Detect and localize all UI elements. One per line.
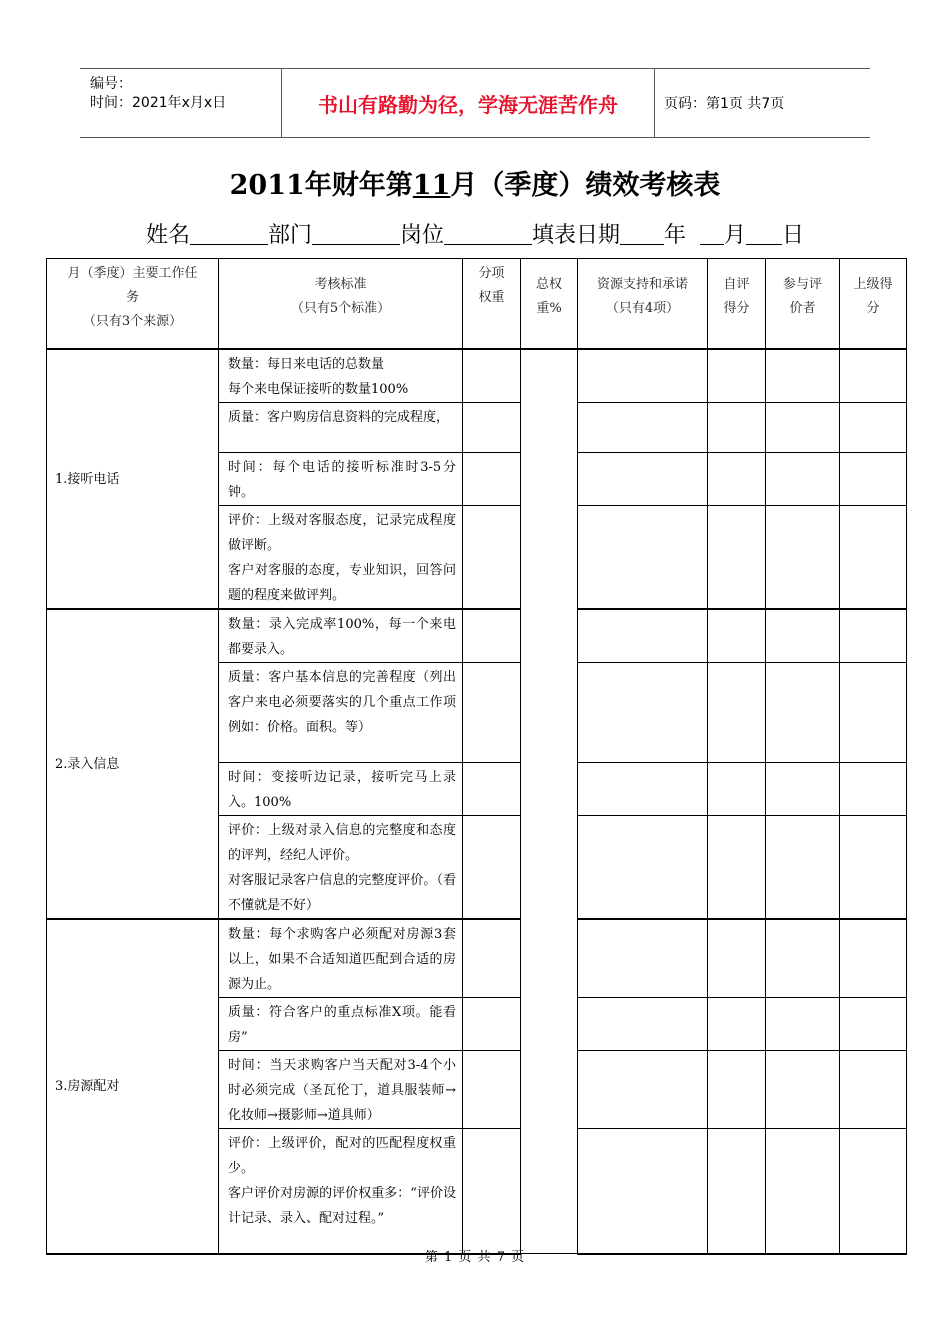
- participant-cell[interactable]: [766, 1051, 840, 1129]
- table-row: [47, 609, 907, 663]
- criteria-cell: 时间：当天求购客户当天配对3-4个小时必须完成（圣瓦伦丁，道具服装师→化妆师→摄影师→道具师）: [219, 1051, 463, 1129]
- resource-cell[interactable]: [578, 1051, 708, 1129]
- year-label: 年: [664, 223, 687, 248]
- criteria-cell: 质量：客户基本信息的完善程度（列出客户来电必须要落实的几个重点工作项例如：价格。面积。等）: [219, 663, 463, 763]
- month-blank: [700, 222, 724, 245]
- header-meta: [80, 69, 281, 137]
- participant-cell[interactable]: [766, 998, 840, 1051]
- resource-cell[interactable]: [578, 349, 708, 403]
- self-score-cell[interactable]: [708, 403, 766, 453]
- resource-cell[interactable]: [578, 453, 708, 506]
- header-resource: 资源支持和承诺 （只有4项）: [578, 259, 708, 350]
- task-cell: 2.录入信息: [47, 609, 219, 919]
- participant-cell[interactable]: [766, 349, 840, 403]
- resource-cell[interactable]: [578, 816, 708, 920]
- year-blank: [620, 222, 664, 245]
- criteria-cell: 质量：符合客户的重点标准X项。能看房”: [219, 998, 463, 1051]
- superior-score-cell[interactable]: [840, 763, 907, 816]
- appraisal-table: [46, 258, 907, 1255]
- name-blank: [190, 222, 268, 245]
- superior-score-cell[interactable]: [840, 349, 907, 403]
- item-weight-cell[interactable]: [463, 998, 521, 1051]
- header-participant: 参与评 价者: [766, 259, 840, 350]
- superior-score-cell[interactable]: [840, 403, 907, 453]
- superior-score-cell[interactable]: [840, 506, 907, 610]
- self-score-cell[interactable]: [708, 998, 766, 1051]
- self-score-cell[interactable]: [708, 663, 766, 763]
- participant-cell[interactable]: [766, 663, 840, 763]
- superior-score-cell[interactable]: [840, 609, 907, 663]
- item-weight-cell[interactable]: [463, 919, 521, 998]
- page-title: [0, 163, 950, 202]
- criteria-cell: 数量：录入完成率100%，每一个来电都要录入。: [219, 609, 463, 663]
- item-weight-cell[interactable]: [463, 349, 521, 403]
- item-weight-cell[interactable]: [463, 1129, 521, 1254]
- header-item-weight: 分项 权重: [463, 259, 521, 350]
- superior-score-cell[interactable]: [840, 1129, 907, 1254]
- resource-cell[interactable]: [578, 1129, 708, 1254]
- item-weight-cell[interactable]: [463, 403, 521, 453]
- resource-cell[interactable]: [578, 763, 708, 816]
- self-score-cell[interactable]: [708, 609, 766, 663]
- item-weight-cell[interactable]: [463, 506, 521, 610]
- criteria-cell: 时间：每个电话的接听标准时3-5分钟。: [219, 453, 463, 506]
- participant-cell[interactable]: [766, 453, 840, 506]
- participant-cell[interactable]: [766, 609, 840, 663]
- post-label: 岗位: [399, 223, 444, 248]
- item-weight-cell[interactable]: [463, 1051, 521, 1129]
- participant-cell[interactable]: [766, 816, 840, 920]
- table-row: [47, 919, 907, 998]
- item-weight-cell[interactable]: [463, 609, 521, 663]
- participant-cell[interactable]: [766, 763, 840, 816]
- page-footer: 第 1 页 共 7 页: [424, 1250, 526, 1265]
- title-prefix: 2011年财年第: [229, 170, 413, 201]
- dept-blank: [312, 222, 400, 245]
- superior-score-cell[interactable]: [840, 919, 907, 998]
- total-weight-cell[interactable]: [521, 349, 578, 1254]
- self-score-cell[interactable]: [708, 1129, 766, 1254]
- day-blank: [746, 222, 782, 245]
- item-weight-cell[interactable]: [463, 453, 521, 506]
- resource-cell[interactable]: [578, 998, 708, 1051]
- resource-cell[interactable]: [578, 609, 708, 663]
- header-task: 月（季度）主要工作任 务 （只有3个来源）: [47, 259, 219, 350]
- self-score-cell[interactable]: [708, 506, 766, 610]
- header-self-score: 自评 得分: [708, 259, 766, 350]
- self-score-cell[interactable]: [708, 816, 766, 920]
- self-score-cell[interactable]: [708, 763, 766, 816]
- task-cell: 1.接听电话: [47, 349, 219, 609]
- criteria-cell: 评价：上级对录入信息的完整度和态度的评判，经纪人评价。 对客服记录客户信息的完整度评价。（看不懂就是不好）: [219, 816, 463, 920]
- participant-cell[interactable]: [766, 403, 840, 453]
- table-row: [47, 349, 907, 403]
- resource-cell[interactable]: [578, 663, 708, 763]
- post-blank: [444, 222, 532, 245]
- item-weight-cell[interactable]: [463, 763, 521, 816]
- self-score-cell[interactable]: [708, 1051, 766, 1129]
- participant-cell[interactable]: [766, 919, 840, 998]
- resource-cell[interactable]: [578, 506, 708, 610]
- superior-score-cell[interactable]: [840, 663, 907, 763]
- self-score-cell[interactable]: [708, 453, 766, 506]
- dept-label: 部门: [267, 223, 312, 248]
- resource-cell[interactable]: [578, 403, 708, 453]
- title-month: 11: [412, 170, 451, 201]
- participant-cell[interactable]: [766, 1129, 840, 1254]
- criteria-cell: 数量：每日来电话的总数量 每个来电保证接听的数量100%: [219, 349, 463, 403]
- superior-score-cell[interactable]: [840, 816, 907, 920]
- time-label: 时间：2021年x月x日: [90, 95, 227, 111]
- info-line: [0, 218, 950, 249]
- header-criteria: 考核标准 （只有5个标准）: [219, 259, 463, 350]
- task-cell: 3.房源配对: [47, 919, 219, 1254]
- name-label: 姓名: [145, 223, 190, 248]
- day-label: 日: [782, 223, 805, 248]
- criteria-cell: 数量：每个求购客户必须配对房源3套以上，如果不合适知道匹配到合适的房源为止。: [219, 919, 463, 998]
- header-superior-score: 上级得 分: [840, 259, 907, 350]
- self-score-cell[interactable]: [708, 919, 766, 998]
- criteria-cell: 质量：客户购房信息资料的完成程度，: [219, 403, 463, 453]
- resource-cell[interactable]: [578, 919, 708, 998]
- title-suffix: 月（季度）绩效考核表: [450, 170, 721, 201]
- page-info: 页码：第1页 共7页: [664, 96, 785, 112]
- superior-score-cell[interactable]: [840, 1051, 907, 1129]
- item-weight-cell[interactable]: [463, 663, 521, 763]
- criteria-cell: 时间：变接听边记录，接听完马上录入。100%: [219, 763, 463, 816]
- participant-cell[interactable]: [766, 506, 840, 610]
- number-label: 编号：: [90, 76, 132, 92]
- month-label: 月: [724, 223, 747, 248]
- superior-score-cell[interactable]: [840, 998, 907, 1051]
- criteria-cell: 评价：上级评价，配对的匹配程度权重少。 客户评价对房源的评价权重多：“评价设计记录、录入、配对过程。”: [219, 1129, 463, 1254]
- criteria-cell: 评价：上级对客服态度，记录完成程度做评断。 客户对客服的态度，专业知识，回答问题的程度来做评判。: [219, 506, 463, 610]
- document-header: [80, 68, 870, 138]
- item-weight-cell[interactable]: [463, 816, 521, 920]
- date-label: 填表日期: [531, 223, 620, 248]
- superior-score-cell[interactable]: [840, 453, 907, 506]
- header-total-weight: 总权 重%: [521, 259, 578, 350]
- table-header-row: [47, 259, 907, 350]
- self-score-cell[interactable]: [708, 349, 766, 403]
- motto-text: 书山有路勤为径，学海无涯苦作舟: [281, 69, 655, 137]
